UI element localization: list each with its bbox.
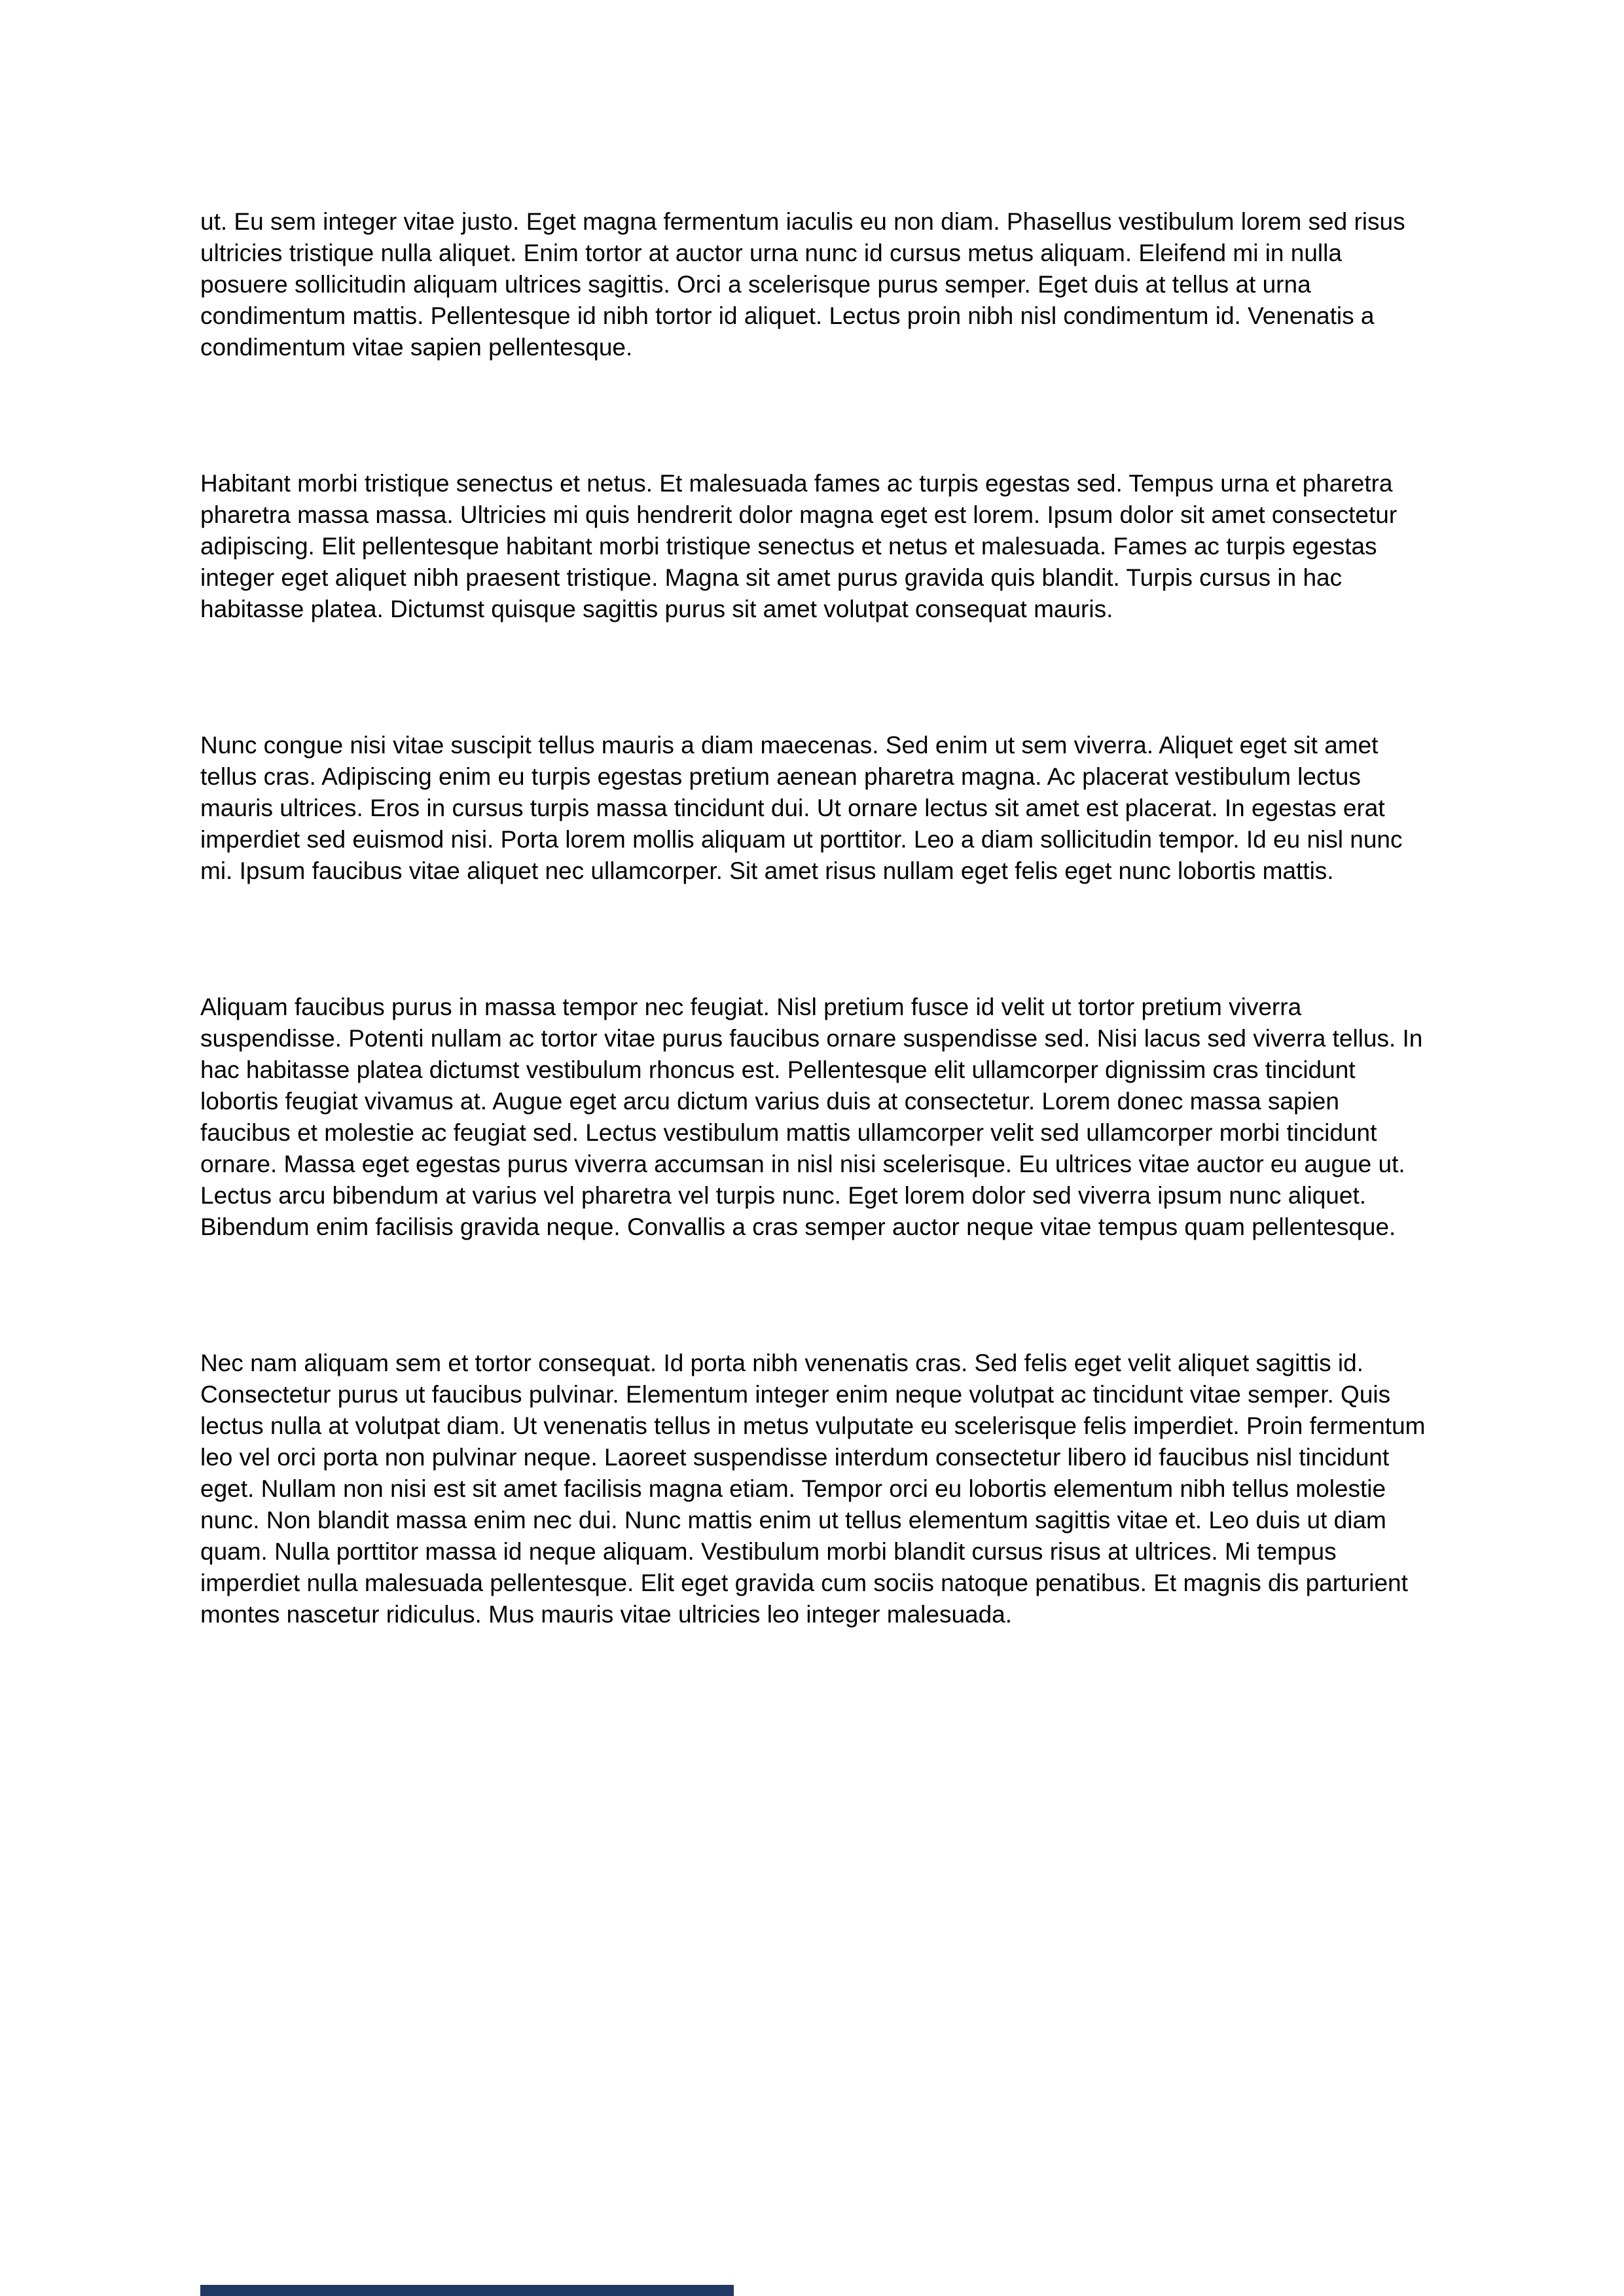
paragraph-5: Nec nam aliquam sem et tortor consequat. Id porta nibh venenatis cras. Sed felis eget velit aliquet sagittis id. Consectetur purus ut faucibus pulvinar. Elementum integer enim neque volutpat ac tincidunt vitae semper. Quis lectus nulla at volutpat diam. Ut venenatis tellus in metus vulputate eu scelerisque felis imperdiet. Proin fermentum leo vel orci porta non pulvinar neque. Laoreet suspendisse interdum consectetur libero id faucibus nisl tincidunt eget. Nullam non nisi est sit amet facilisis magna etiam. Tempor orci eu lobortis elementum nibh tellus molestie nunc. Non blandit massa enim nec dui. Nunc mattis enim ut tellus elementum sagittis vitae et. Leo duis ut diam quam. Nulla porttitor massa id neque aliquam. Vestibulum morbi blandit cursus risus at ultrices. Mi tempus imperdiet nulla malesuada pellentesque. Elit eget gravida cum sociis natoque penatibus. Et magnis dis parturient montes nascetur ridiculus. Mus mauris vitae ultricies leo integer malesuada.	[200, 1350, 1426, 1628]
paragraph-3: Nunc congue nisi vitae suscipit tellus mauris a diam maecenas. Sed enim ut sem viverra. Aliquet eget sit amet tellus cras. Adipiscing enim eu turpis egestas pretium aenean pharetra magna. Ac placerat vestibulum lectus mauris ultrices. Eros in cursus turpis massa tincidunt dui. Ut ornare lectus sit amet est placerat. In egestas erat imperdiet sed euismod nisi. Porta lorem mollis aliquam ut porttitor. Leo a diam sollicitudin tempor. Id eu nisl nunc mi. Ipsum faucibus vitae aliquet nec ullamcorper. Sit amet risus nullam eget felis eget nunc lobortis mattis.	[200, 732, 1403, 884]
text-body	[200, 206, 1432, 1735]
bottom-highlight-bar	[200, 2285, 734, 2296]
paragraph-2: Habitant morbi tristique senectus et netus. Et malesuada fames ac turpis egestas sed. Tempus urna et pharetra pharetra massa massa. Ultricies mi quis hendrerit dolor magna eget est lorem. Ipsum dolor sit amet consectetur adipiscing. Elit pellentesque habitant morbi tristique senectus et netus et malesuada. Fames ac turpis egestas integer eget aliquet nibh praesent tristique. Magna sit amet purus gravida quis blandit. Turpis cursus in hac habitasse platea. Dictumst quisque sagittis purus sit amet volutpat consequat mauris.	[200, 470, 1398, 622]
paragraph-1: ut. Eu sem integer vitae justo. Eget magna fermentum iaculis eu non diam. Phasellus vestibulum lorem sed risus ultricies tristique nulla aliquet. Enim tortor at auctor urna nunc id cursus metus aliquam. Eleifend mi in nulla posuere sollicitudin aliquam ultrices sagittis. Orci a scelerisque purus semper. Eget duis at tellus at urna condimentum mattis. Pellentesque id nibh tortor id aliquet. Lectus proin nibh nisl condimentum id. Venenatis a condimentum vitae sapien pellentesque.	[200, 208, 1405, 361]
paragraph-4: Aliquam faucibus purus in massa tempor nec feugiat. Nisl pretium fusce id velit ut tortor pretium viverra suspendisse. Potenti nullam ac tortor vitae purus faucibus ornare suspendisse sed. Nisi lacus sed viverra tellus. In hac habitasse platea dictumst vestibulum rhoncus est. Pellentesque elit ullamcorper dignissim cras tincidunt lobortis feugiat vivamus at. Augue eget arcu dictum varius duis at consectetur. Lorem donec massa sapien faucibus et molestie ac feugiat sed. Lectus vestibulum mattis ullamcorper velit sed ullamcorper morbi tincidunt ornare. Massa eget egestas purus viverra accumsan in nisl nisi scelerisque. Eu ultrices vitae auctor eu augue ut. Lectus arcu bibendum at varius vel pharetra vel turpis nunc. Eget lorem dolor sed viverra ipsum nunc aliquet. Bibendum enim facilisis gravida neque. Convallis a cras semper auctor neque vitae tempus quam pellentesque.	[200, 994, 1423, 1240]
